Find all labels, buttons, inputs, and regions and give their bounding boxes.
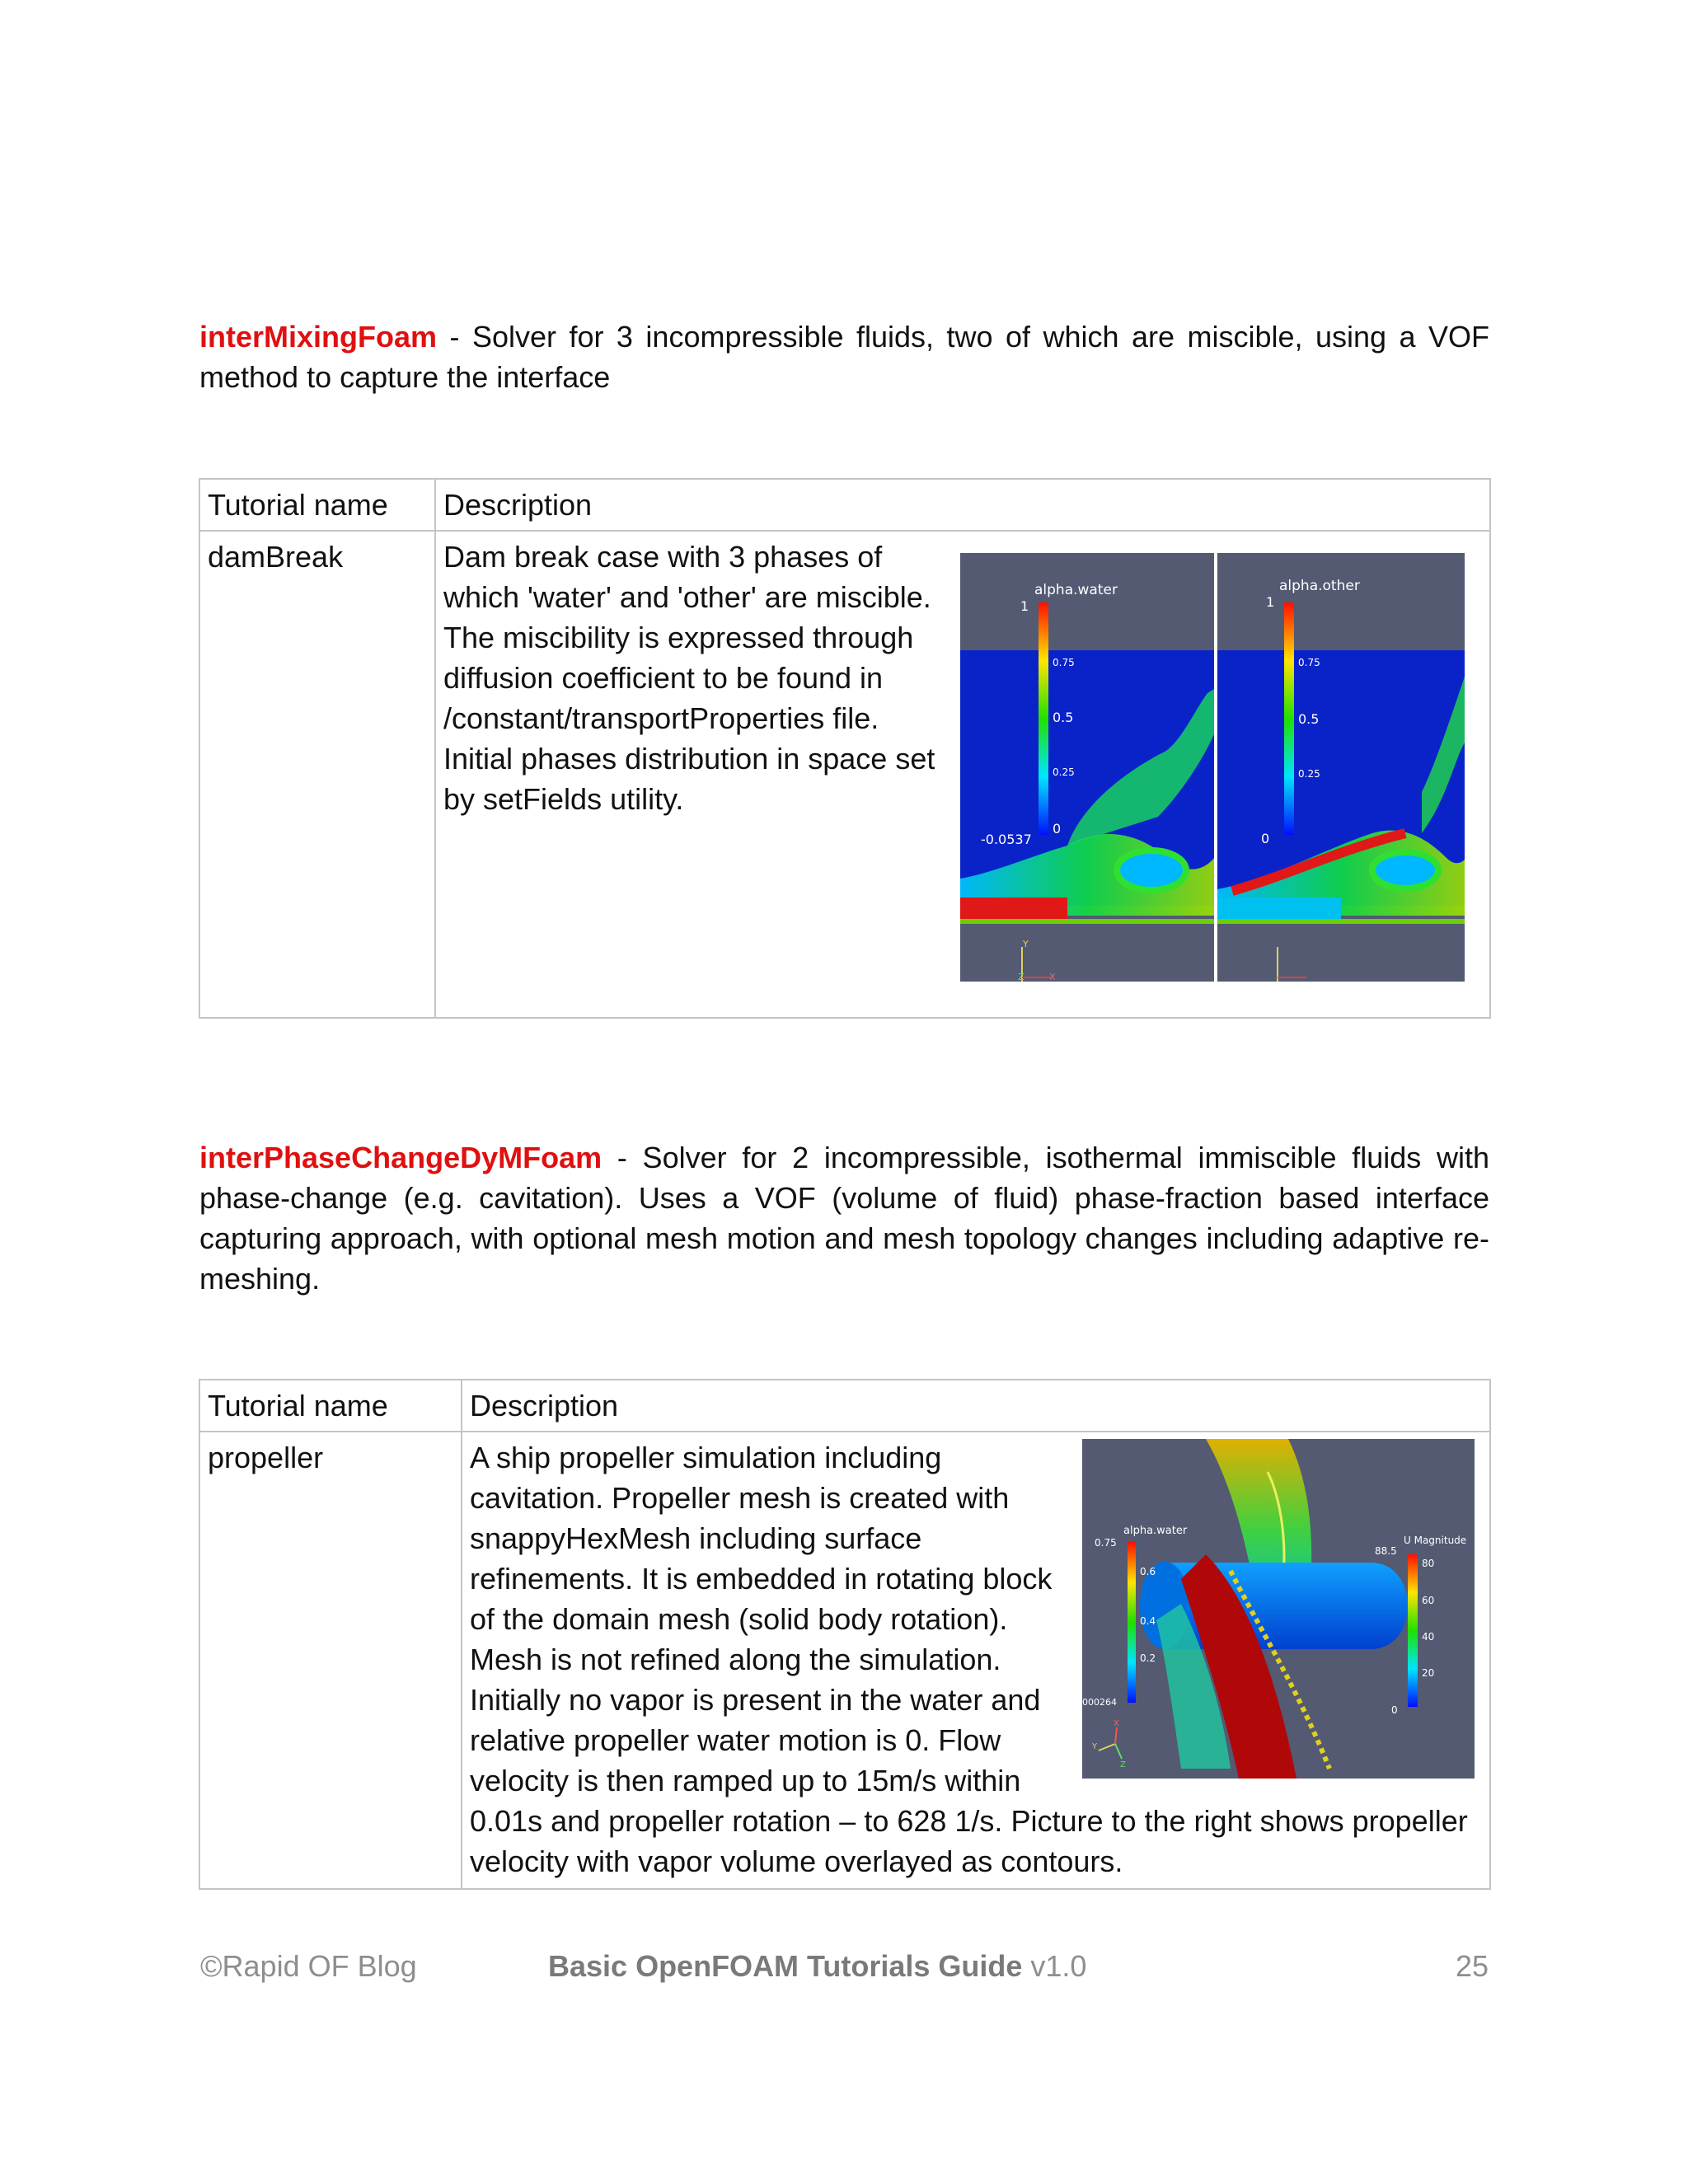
- alpha-water-max-label: 0.75: [1095, 1537, 1117, 1549]
- u-magnitude-tick-80: 80: [1422, 1558, 1435, 1569]
- description-cell: [462, 1432, 1490, 1889]
- tutorial-name-cell: damBreak: [199, 531, 435, 1018]
- tutorial-table-2: [199, 1379, 1491, 1890]
- table-header-row: [199, 479, 1490, 531]
- solver-name: interMixingFoam: [199, 320, 438, 354]
- alpha-other-tick-05: 0.5: [1298, 711, 1320, 727]
- alpha-other-tick-075: 0.75: [1298, 657, 1320, 668]
- panel-divider: [1214, 553, 1217, 982]
- table-row: [199, 1432, 1490, 1889]
- alpha-other-max-label: 1: [1266, 594, 1275, 610]
- alpha-water-tick-04: 0.4: [1140, 1615, 1156, 1627]
- alpha-water-panel: [960, 553, 1214, 982]
- tutorial-name-cell: propeller: [199, 1432, 462, 1889]
- footer-copyright: ©Rapid OF Blog: [200, 1949, 417, 1983]
- description-text: Dam break case with 3 phases of which 'water' and 'other' are miscible. The miscibility is expressed through diffusion coefficient to be found in /constant/transportProperties file. Initial phases distribution in space set by setFields utility.: [443, 540, 935, 816]
- alpha-other-tick-025: 0.25: [1298, 768, 1320, 780]
- solver-intro-intermixingfoam: [199, 316, 1489, 397]
- axis-x-label: X: [1049, 972, 1056, 982]
- axis-x-label: X: [1114, 1719, 1119, 1728]
- u-magnitude-tick-40: 40: [1422, 1631, 1435, 1643]
- tutorial-table-1: [199, 478, 1491, 1019]
- u-magnitude-tick-20: 20: [1422, 1667, 1435, 1679]
- axis-y-label: Y: [1092, 1742, 1098, 1751]
- header-description: Description: [462, 1380, 1490, 1432]
- description-cell: [435, 531, 1490, 1018]
- solver-description: - Solver for 2 incompressible, isothermal immiscible fluids with phase-change (e.g. cavitation). Uses a VOF (volume of fluid) phase-fraction based interface capturing approach, with optional mesh motion and mesh topology changes including adaptive re-meshing.: [199, 1141, 1489, 1296]
- alpha-water-min-label: -0.0537: [981, 832, 1032, 847]
- alpha-water-zero-label: 0: [1053, 821, 1062, 837]
- header-tutorial-name: Tutorial name: [199, 1380, 462, 1432]
- header-description: Description: [435, 479, 1490, 531]
- alpha-other-title: alpha.other: [1279, 578, 1360, 594]
- alpha-other-min-label: 0: [1261, 831, 1270, 846]
- table-row: [199, 531, 1490, 1018]
- alpha-water-title: alpha.water: [1123, 1525, 1188, 1537]
- u-magnitude-title: U Magnitude: [1404, 1535, 1467, 1546]
- table-header-row: [199, 1380, 1490, 1432]
- alpha-water-min-label: 000264: [1082, 1697, 1117, 1708]
- alpha-water-tick-05: 0.5: [1053, 710, 1074, 725]
- guide-title: Basic OpenFOAM Tutorials Guide: [548, 1949, 1023, 1983]
- u-magnitude-tick-60: 60: [1422, 1595, 1435, 1606]
- footer-guide-title: [548, 1949, 1086, 1984]
- dambreak-figure: [960, 553, 1465, 982]
- alpha-water-tick-025: 0.25: [1053, 766, 1075, 778]
- alpha-other-panel: [1217, 553, 1465, 982]
- alpha-water-tick-075: 0.75: [1053, 657, 1075, 668]
- alpha-water-title: alpha.water: [1034, 582, 1118, 598]
- alpha-water-tick-06: 0.6: [1140, 1566, 1156, 1577]
- u-magnitude-max-label: 88.5: [1375, 1545, 1397, 1557]
- alpha-water-tick-02: 0.2: [1140, 1652, 1156, 1664]
- alpha-water-max-label: 1: [1020, 598, 1029, 614]
- solver-description: - Solver for 3 incompressible fluids, two of which are miscible, using a VOF method to capture the interface: [199, 320, 1489, 394]
- page-number: 25: [1456, 1949, 1489, 1983]
- guide-version: v1.0: [1022, 1949, 1087, 1983]
- axis-z-label: Z: [1120, 1760, 1126, 1769]
- axis-y-label: Y: [1023, 939, 1029, 949]
- description-text: A ship propeller simulation including cavitation. Propeller mesh is created with snappyHexMesh including surface refinements. It is embedded in rotating block of the domain mesh (solid body rotation). Mesh is not refined along the simulation. Initially no vapor is present in the water and relative propeller water motion is 0. Flow velocity is then ramped up to 15m/s within 0.01s and propeller rotation – to 628 1/s. Picture to the right shows propeller velocity with vapor volume overlayed as contours.: [470, 1441, 1468, 1878]
- axis-z-label: Z: [1018, 972, 1025, 982]
- solver-intro-interphasechangedymfoam: [199, 1137, 1489, 1299]
- header-tutorial-name: Tutorial name: [199, 479, 435, 531]
- u-magnitude-min-label: 0: [1391, 1704, 1398, 1716]
- propeller-figure: [1082, 1439, 1475, 1779]
- solver-name: interPhaseChangeDyMFoam: [199, 1141, 603, 1174]
